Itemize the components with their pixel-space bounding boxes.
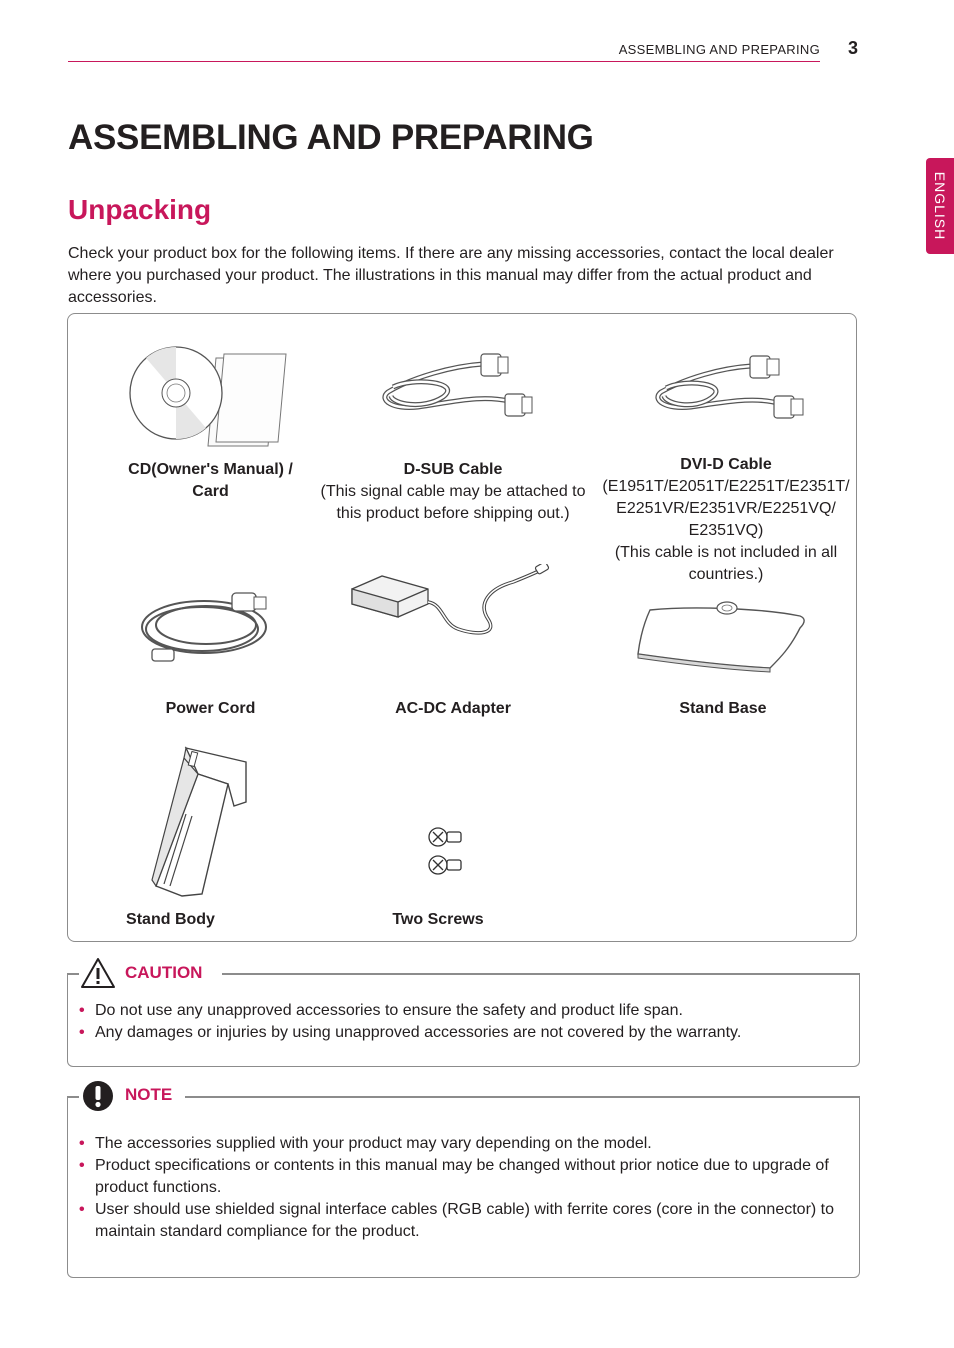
stand-base-label: Stand Base bbox=[679, 700, 767, 717]
power-cord-item bbox=[108, 698, 313, 720]
language-tab-label: ENGLISH bbox=[932, 171, 948, 241]
running-header-title: ASSEMBLING AND PREPARING bbox=[618, 42, 820, 57]
cd-card-item bbox=[108, 459, 313, 503]
running-header bbox=[68, 40, 860, 62]
note-exclamation-icon bbox=[82, 1080, 114, 1112]
section-title: Unpacking bbox=[68, 194, 212, 225]
dsub-cable-illustration bbox=[373, 352, 543, 432]
caution-panel bbox=[67, 973, 860, 1067]
caution-label: CAUTION bbox=[125, 963, 203, 982]
dvid-cable-illustration bbox=[646, 354, 806, 434]
cd-card-illustration bbox=[126, 338, 356, 448]
note-top-rule-left bbox=[67, 1096, 79, 1098]
dsub-cable-item bbox=[318, 459, 588, 525]
intro-paragraph: Check your product box for the following items. If there are any missing accessories, contact the local dealer where you purchased your product. The illustrations in this manual may differ from the actual product and accessories. bbox=[68, 245, 834, 306]
cd-card-label: CD(Owner's Manual) / Card bbox=[128, 461, 293, 500]
dvid-cable-models: (E1951T/E2051T/E2251T/E2351T/ E2251VR/E2351VR/E2251VQ/ E2351VQ) bbox=[602, 478, 850, 539]
adapter-illustration bbox=[348, 564, 553, 644]
note-label: NOTE bbox=[125, 1085, 173, 1104]
dvid-cable-item bbox=[591, 454, 861, 586]
screws-item bbox=[378, 909, 498, 931]
dsub-cable-note: (This signal cable may be attached to this product before shipping out.) bbox=[320, 483, 586, 522]
caution-item: • Any damages or injuries by using unapproved accessories are not covered by the warranty. bbox=[68, 1022, 838, 1044]
dvid-cable-label: DVI-D Cable bbox=[680, 456, 772, 473]
note-item: • User should use shielded signal interface cables (RGB cable) with ferrite cores (core in the connector) to maintain standard compliance for the product. bbox=[68, 1199, 843, 1243]
page-number: 3 bbox=[847, 38, 858, 58]
power-cord-illustration bbox=[134, 589, 284, 674]
dsub-cable-label: D-SUB Cable bbox=[403, 461, 503, 478]
screws-label: Two Screws bbox=[392, 911, 484, 928]
stand-body-illustration bbox=[146, 744, 266, 904]
page-title: ASSEMBLING AND PREPARING bbox=[68, 118, 594, 157]
header-rule bbox=[68, 61, 820, 62]
warning-triangle-icon bbox=[80, 957, 116, 989]
caution-list bbox=[68, 1000, 838, 1044]
caution-top-rule-left bbox=[67, 973, 79, 975]
language-tab bbox=[926, 158, 954, 254]
stand-body-item bbox=[108, 909, 233, 931]
stand-body-label: Stand Body bbox=[126, 911, 215, 928]
stand-base-item bbox=[618, 698, 828, 720]
dvid-cable-note: (This cable is not included in all countries.) bbox=[614, 544, 838, 583]
adapter-label: AC-DC Adapter bbox=[395, 700, 511, 717]
caution-item: • Do not use any unapproved accessories to ensure the safety and product life span. bbox=[68, 1000, 838, 1022]
screws-illustration bbox=[426, 822, 466, 882]
note-list bbox=[68, 1133, 843, 1243]
stand-base-illustration bbox=[630, 598, 810, 678]
caution-top-rule-right bbox=[222, 973, 860, 975]
note-item: • The accessories supplied with your product may vary depending on the model. bbox=[68, 1133, 843, 1155]
note-panel bbox=[67, 1096, 860, 1278]
note-top-rule-right bbox=[185, 1096, 860, 1098]
note-item: • Product specifications or contents in this manual may be changed without prior notice due to upgrade of product functions. bbox=[68, 1155, 843, 1199]
adapter-item bbox=[318, 698, 588, 720]
power-cord-label: Power Cord bbox=[165, 700, 256, 717]
accessories-box bbox=[67, 313, 857, 942]
